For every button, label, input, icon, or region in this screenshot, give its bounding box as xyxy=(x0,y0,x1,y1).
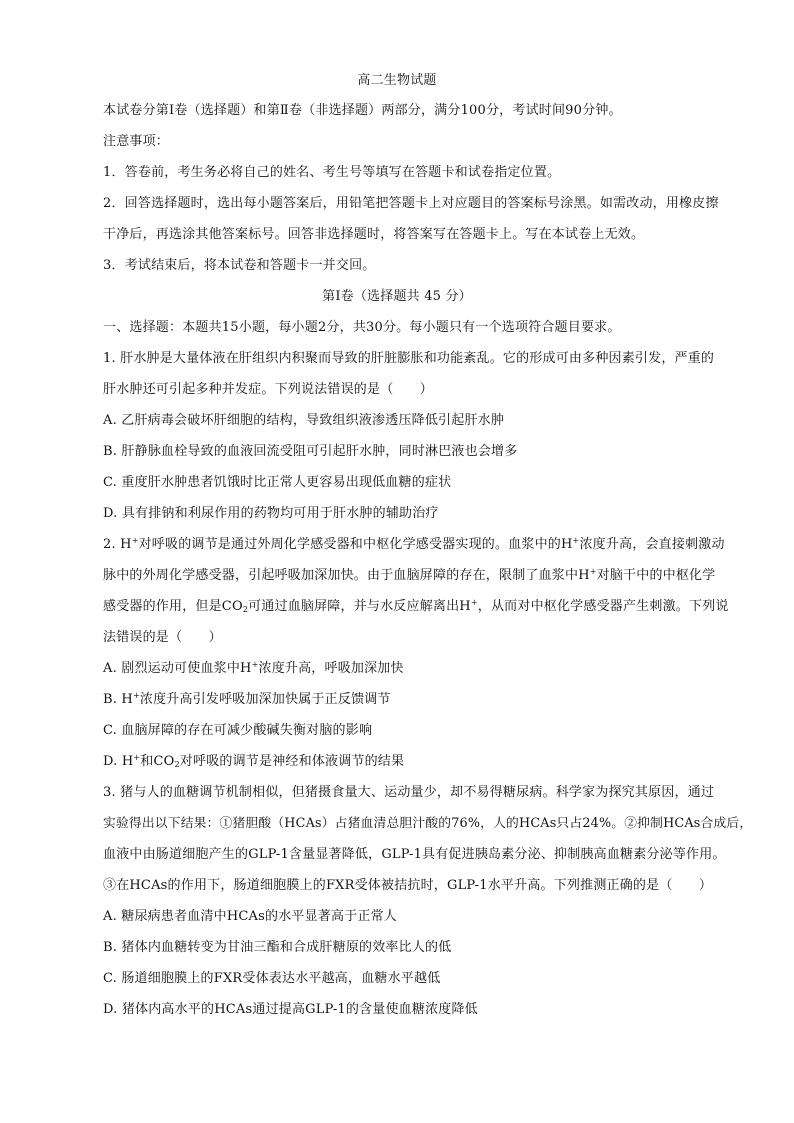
superscript: + xyxy=(572,536,580,545)
question-2-stem xyxy=(103,599,729,615)
question-1-stem: 肝水肿还可引起多种并发症。下列说法错误的是（ ） xyxy=(103,382,434,397)
superscript: + xyxy=(251,660,259,669)
question-3-option-d: D. 猪体内高水平的HCAs通过提高GLP-1的含量使血糖浓度降低 xyxy=(103,1002,478,1017)
question-1-option-b: B. 肝静脉血栓导致的血液回流受阻可引起肝水肿，同时淋巴液也会增多 xyxy=(103,444,518,459)
question-2-option-d xyxy=(103,754,404,770)
text-run: 浓度升高，会直接刺激动 xyxy=(579,537,725,552)
question-3-stem: 血液中由肠道细胞产生的GLP-1含量显著降低，GLP-1具有促进胰岛素分泌、抑制胰高血糖素分泌等作用。 xyxy=(103,847,726,862)
text-run: ，从而对中枢化学感受器产生刺激。下列说 xyxy=(477,599,729,614)
subscript: 2 xyxy=(174,760,180,769)
section-title: 第Ⅰ卷（选择题共 45 分） xyxy=(322,289,472,304)
notice-heading: 注意事项： xyxy=(103,134,170,149)
question-1-stem: 1. 肝水肿是大量体液在肝组织内积聚而导致的肝脏膨胀和功能紊乱。它的形成可由多种因素引发，严重的 xyxy=(103,351,715,366)
question-2-stem: 法错误的是（ ） xyxy=(103,630,222,645)
question-3-stem: 实验得出以下结果：①猪胆酸（HCAs）占猪血清总胆汁酸的76%，人的HCAs只占24%。②抑制HCAs合成后， xyxy=(103,816,753,831)
superscript: + xyxy=(132,691,140,700)
notice-item: 3．考试结束后，将本试卷和答题卡一并交回。 xyxy=(103,258,376,273)
text-run: D. H xyxy=(103,754,134,769)
text-run: 对脑干中的中枢化学 xyxy=(596,568,716,583)
text-run: 感受器的作用，但是CO xyxy=(103,599,243,614)
superscript: + xyxy=(470,598,478,607)
notice-item: 1．答卷前，考生务必将自己的姓名、考生号等填写在答题卡和试卷指定位置。 xyxy=(103,165,561,180)
text-run: 对呼吸的调节是通过外周化学感受器和中枢化学感受器实现的。血浆中的H xyxy=(138,537,573,552)
text-run: 脉中的外周化学感受器，引起呼吸加深加快。由于血脑屏障的存在，限制了血浆中H xyxy=(103,568,590,583)
text-run: 和CO xyxy=(140,754,175,769)
text-run: 对呼吸的调节是神经和体液调节的结果 xyxy=(179,754,405,769)
question-2-option-b xyxy=(103,692,391,708)
superscript: + xyxy=(133,753,141,762)
question-2-option-c: C. 血脑屏障的存在可减少酸碱失衡对脑的影响 xyxy=(103,723,373,738)
intro-line: 本试卷分第Ⅰ卷（选择题）和第Ⅱ卷（非选择题）两部分，满分100分，考试时间90分钟。 xyxy=(103,103,622,118)
text-run: 浓度升高，呼吸加深加快 xyxy=(258,661,404,676)
page-title: 高二生物试题 xyxy=(357,73,437,88)
question-3-option-b: B. 猪体内血糖转变为甘油三酯和合成肝糖原的效率比人的低 xyxy=(103,940,452,955)
question-3-stem: ③在HCAs的作用下，肠道细胞膜上的FXR受体被拮抗时，GLP-1水平升高。下列推测正确的是（ ） xyxy=(103,878,713,893)
superscript: + xyxy=(589,567,597,576)
notice-item: 干净后，再选涂其他答案标号。回答非选择题时，将答案写在答题卡上。写在本试卷上无效。 xyxy=(103,227,645,242)
text-run: A. 剧烈运动可使血浆中H xyxy=(103,661,252,676)
question-2-option-a xyxy=(103,661,404,677)
question-2-stem xyxy=(103,568,715,584)
text-run: 浓度升高引发呼吸加深加快属于正反馈调节 xyxy=(139,692,391,707)
text-run: 2. H xyxy=(103,537,132,552)
subscript: 2 xyxy=(242,605,249,614)
question-1-option-d: D. 具有排钠和利尿作用的药物均可用于肝水肿的辅助治疗 xyxy=(103,506,439,521)
question-1-option-c: C. 重度肝水肿患者饥饿时比正常人更容易出现低血糖的症状 xyxy=(103,475,452,490)
question-1-option-a: A. 乙肝病毒会破坏肝细胞的结构，导致组织液渗透压降低引起肝水肿 xyxy=(103,413,505,428)
text-run: 可通过血脑屏障，并与水反应解离出H xyxy=(248,599,471,614)
superscript: + xyxy=(131,536,139,545)
section-instruction: 一、选择题：本题共15小题，每小题2分，共30分。每小题只有一个选项符合题目要求。 xyxy=(103,320,621,335)
notice-item: 2．回答选择题时，选出每小题答案后，用铅笔把答题卡上对应题目的答案标号涂黑。如需改动，用橡皮擦 xyxy=(103,196,719,211)
text-run: B. H xyxy=(103,692,133,707)
question-3-option-a: A. 糖尿病患者血清中HCAs的水平显著高于正常人 xyxy=(103,909,397,924)
question-3-stem: 3. 猪与人的血糖调节机制相似，但猪摄食量大、运动量少，却不易得糖尿病。科学家为探究其原因，通过 xyxy=(103,785,715,800)
question-3-option-c: C. 肠道细胞膜上的FXR受体表达水平越高，血糖水平越低 xyxy=(103,971,441,986)
question-2-stem xyxy=(103,537,725,553)
